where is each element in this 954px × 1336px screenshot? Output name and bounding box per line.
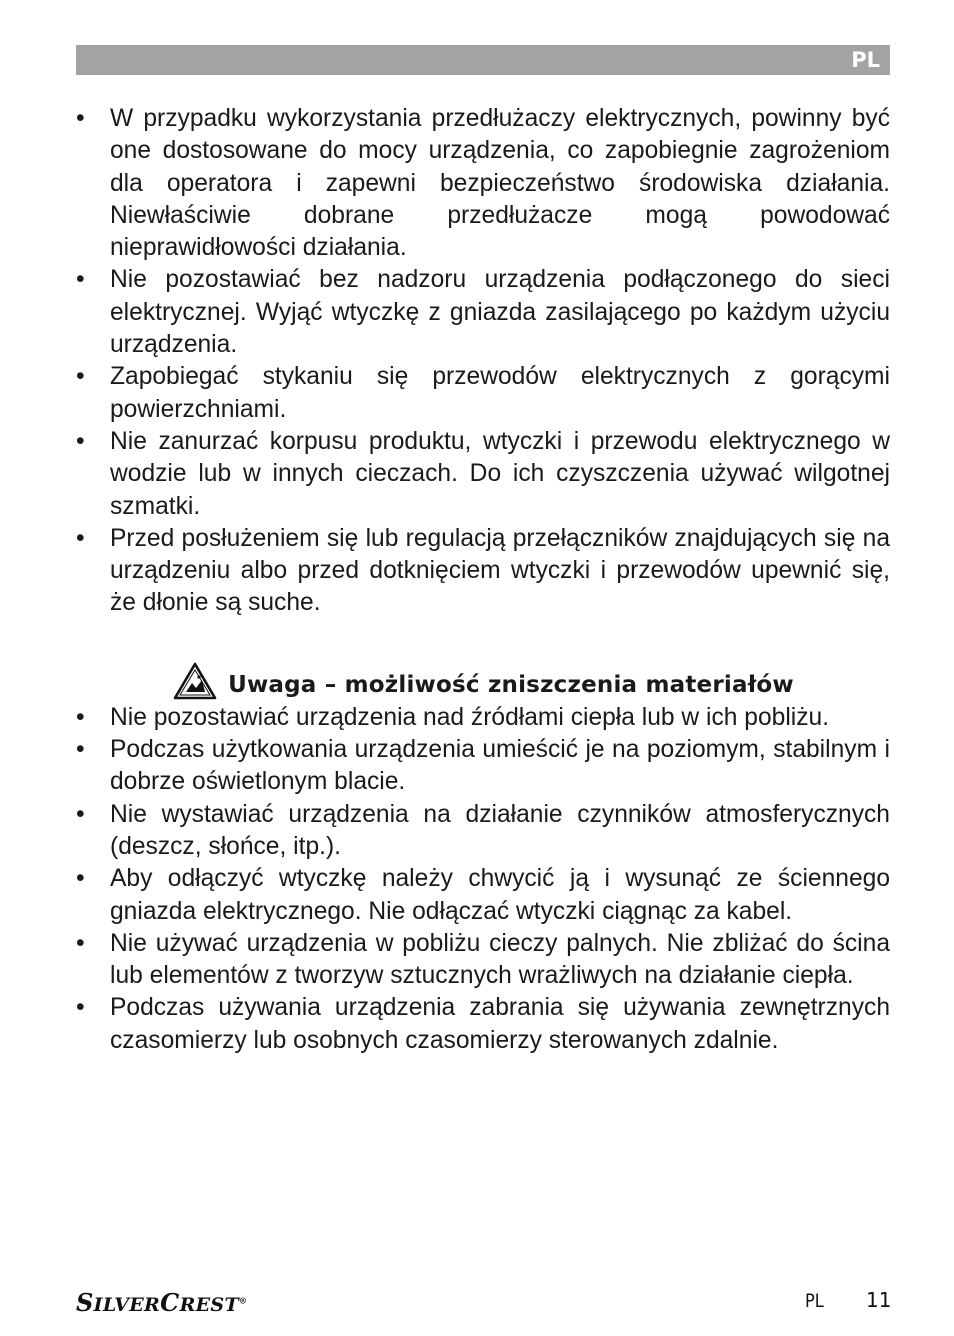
warning-heading: [76, 668, 890, 702]
safety-list-general: [76, 103, 890, 620]
header-language-label: PL: [851, 48, 880, 72]
bullet-icon: •: [76, 105, 85, 132]
list-item: • Podczas używania urządzenia zabrania się używania zewnętrznych czasomierzy lub osobnych czasomierzy sterowanych zdalnie.: [76, 994, 890, 1054]
bullet-icon: •: [76, 427, 85, 455]
bullet-icon: •: [76, 929, 85, 957]
safety-list-material: [76, 702, 890, 1057]
list-item: • Podczas użytkowania urządzenia umieścić je na poziomym, stabilnym i dobrze oświetlonym blacie.: [76, 736, 890, 796]
bullet-icon: •: [76, 524, 85, 552]
list-item: • Aby odłączyć wtyczkę należy chwycić ją i wysunąć ze ściennego gniazda elektrycznego. Nie odłączać wtyczki ciągnąc za kabel.: [76, 865, 890, 925]
list-item: • Nie zanurzać korpusu produktu, wtyczki i przewodu elektrycznego w wodzie lub w innych cieczach. Do ich czyszczenia używać wilgotnej szmatki.: [76, 427, 890, 520]
bullet-icon: •: [76, 703, 85, 731]
warning-triangle-icon: [172, 661, 218, 701]
list-item: • Przed posłużeniem się lub regulacją przełączników znajdujących się na urządzeniu albo przed dotknięciem wtyczki i przewodów upewnić się, że dłonie są suche.: [76, 524, 890, 617]
list-item: • Nie pozostawiać urządzenia nad źródłami ciepła lub w ich pobliżu.: [76, 702, 890, 734]
page-content: [76, 103, 890, 1057]
warning-title: Uwaga – możliwość zniszczenia materiałów: [228, 671, 794, 698]
list-item: • Nie używać urządzenia w pobliżu cieczy palnych. Nie zbliżać do ścina lub elementów z tworzyw sztucznych wrażliwych na działanie ciepła.: [76, 929, 890, 990]
bullet-icon: •: [76, 800, 85, 828]
brand-logo: SILVERCREST®: [76, 1288, 248, 1317]
bullet-icon: •: [76, 736, 85, 764]
bullet-icon: •: [76, 994, 85, 1022]
bullet-icon: •: [76, 363, 85, 391]
page-number: 11: [866, 1288, 892, 1312]
list-item: • Zapobiegać stykaniu się przewodów elektrycznych z gorącymi powierzchniami.: [76, 363, 890, 423]
bullet-icon: •: [76, 266, 85, 294]
bullet-icon: •: [76, 865, 85, 893]
list-item: • W przypadku wykorzystania przedłużaczy elektrycznych, powinny być one dostosowane do mocy urządzenia, co zapobiegnie zagrożeniom dla operatora i zapewni bezpieczeństwo środowiska działania. Niewłaściwie dobrane przedłużacze mogą powodować nieprawidłowości działania.: [76, 105, 890, 262]
list-item: • Nie wystawiać urządzenia na działanie czynników atmosferycznych (deszcz, słońce, itp.).: [76, 800, 890, 860]
footer-language-label: PL: [805, 1290, 824, 1312]
header-bar: [76, 45, 890, 75]
list-item: • Nie pozostawiać bez nadzoru urządzenia podłączonego do sieci elektrycznej. Wyjąć wtyczkę z gniazda zasilającego po każdym użyciu urządzenia.: [76, 266, 890, 359]
